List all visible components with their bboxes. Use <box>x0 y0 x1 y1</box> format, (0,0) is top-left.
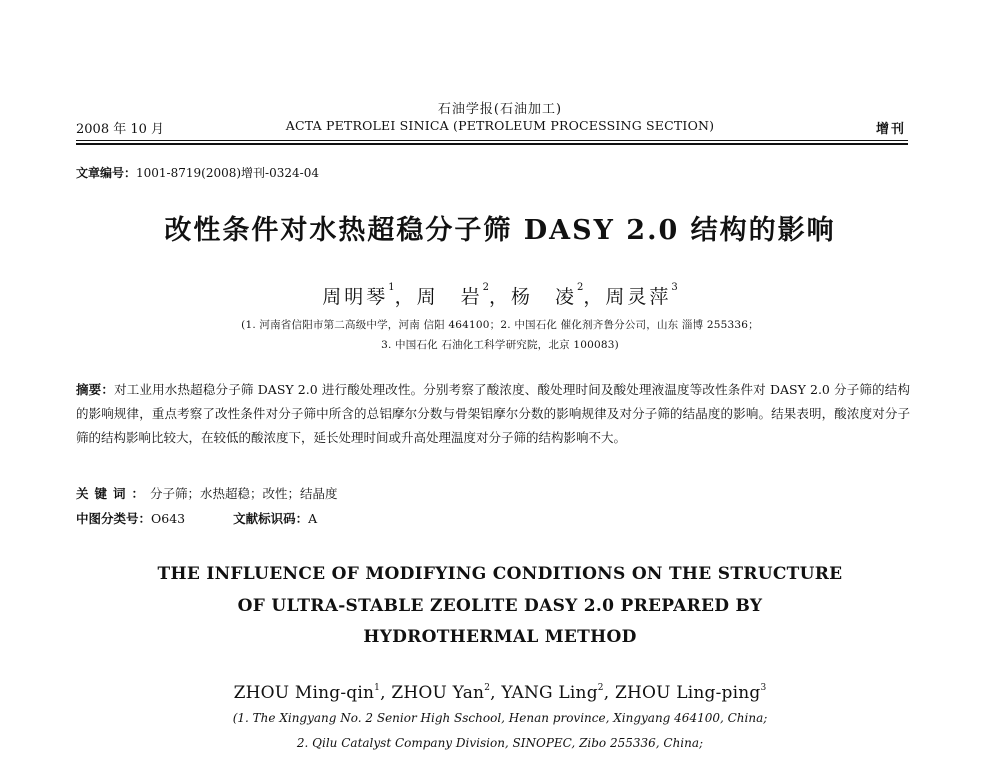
authors-cn <box>0 282 1000 309</box>
abstract-label: 摘要： <box>76 382 115 397</box>
affiliation-cn-line1: (1. 河南省信阳市第二高级中学，河南 信阳 464100；2. 中国石化 催化剂齐鲁分公司，山东 淄博 255336； <box>241 319 759 331</box>
article-number-label: 文章编号： <box>76 166 137 180</box>
title-cn: 改性条件对水热超稳分子筛 DASY 2.0 结构的影响 <box>164 215 836 246</box>
affiliation-cn-line2: 3. 中国石化 石油化工科学研究院，北京 100083) <box>381 339 619 351</box>
header-rule-thick <box>76 143 908 145</box>
abstract-cn <box>76 378 910 450</box>
journal-name-en: ACTA PETROLEI SINICA (PETROLEUM PROCESSING SECTION) <box>285 118 715 133</box>
affiliation-en-line2: 2. Qilu Catalyst Company Division, SINOPEC, Zibo 255336, China; <box>296 736 704 750</box>
issue-date: 2008 年 10 月 <box>76 122 165 137</box>
supplement-label: 增刊 <box>875 122 906 137</box>
title-en-line2: OF ULTRA-STABLE ZEOLITE DASY 2.0 PREPARED BY <box>237 596 763 616</box>
keywords-value: 分子筛；水热超稳；改性；结晶度 <box>150 486 338 501</box>
author-en: YANG Ling$^2$, <box>501 683 615 703</box>
affiliation-en-line1: (1. The Xingyang No. 2 Senior High Sschool, Henan province, Xingyang 464100, China; <box>232 711 768 725</box>
author-cn: 周 岩$^2$， <box>416 282 511 308</box>
author-cn: 杨 凌$^2$， <box>511 282 606 308</box>
abstract-text: 对工业用水热超稳分子筛 DASY 2.0 进行酸处理改性。分别考察了酸浓度、酸处理时间及酸处理液温度等改性条件对 DASY 2.0 分子筛的结构的影响规律，重点考察了改性条件对分子筛中所含的总铝摩尔分数与骨架铝摩尔分数的影响规律及对分子筛的结晶度的影响。结果表明，酸浓度对分子筛的结构影响比较大，在较低的酸浓度下，延长处理时间或升高处理温度对分子筛的结构影响不大。 <box>76 382 910 445</box>
article-number-value: 1001-8719(2008)增刊-0324-04 <box>136 166 319 180</box>
classification-value: O643 <box>151 511 186 526</box>
classification-label: 中图分类号： <box>76 511 152 526</box>
header-rule-thin <box>76 140 908 141</box>
authors-en <box>0 683 1000 703</box>
classification-row <box>76 509 317 527</box>
author-en: ZHOU Ling-ping$^3$ <box>614 683 767 703</box>
title-en-line1: THE INFLUENCE OF MODIFYING CONDITIONS ON THE STRUCTURE <box>157 564 843 584</box>
article-number <box>76 164 319 181</box>
title-en-line3: HYDROTHERMAL METHOD <box>363 627 637 647</box>
keywords-label: 关键词： <box>76 486 151 501</box>
keywords-row <box>76 484 338 502</box>
author-cn: 周灵萍$^3$ <box>605 282 678 308</box>
author-en: ZHOU Yan$^2$, <box>391 683 502 703</box>
author-cn: 周明琴$^1$， <box>322 282 417 308</box>
document-code-label: 文献标识码： <box>233 511 309 526</box>
journal-name-cn: 石油学报(石油加工) <box>437 102 563 117</box>
author-en: ZHOU Ming-qin$^1$, <box>233 683 392 703</box>
document-code-value: A <box>308 511 318 526</box>
